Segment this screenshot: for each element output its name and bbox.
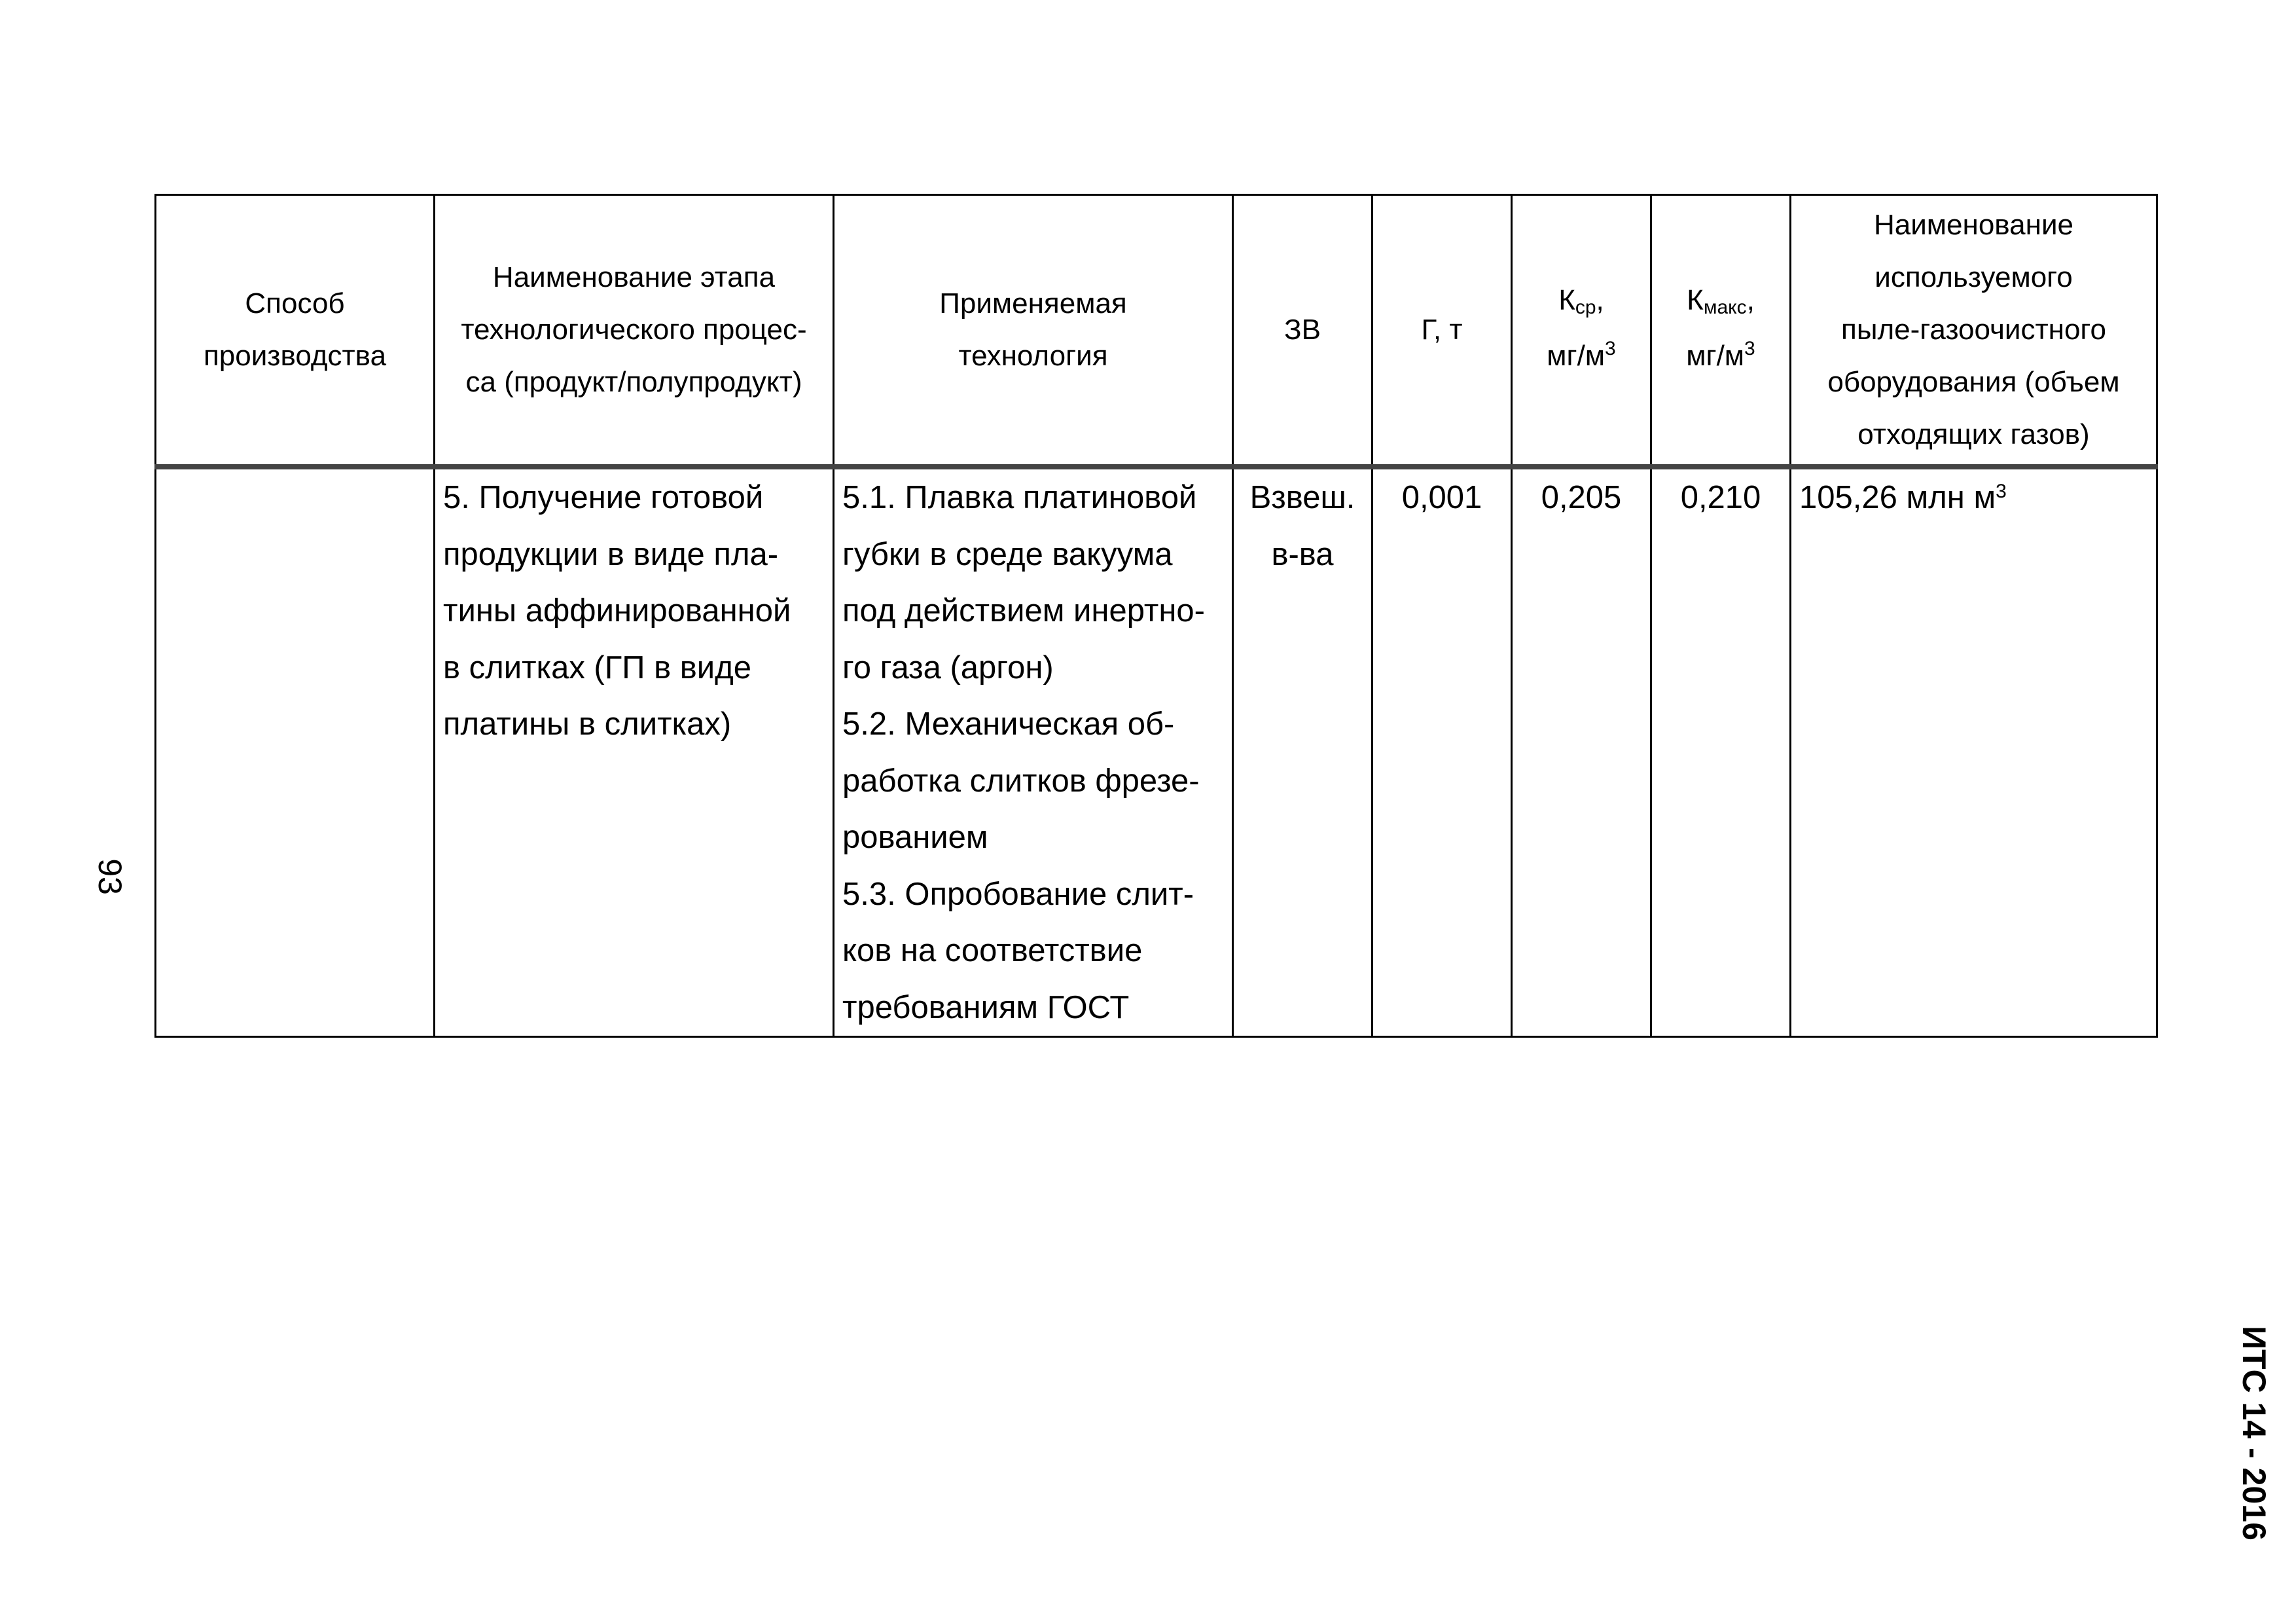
table-header-row <box>156 195 2157 467</box>
document-code: ИТС 14 - 2016 <box>2235 1326 2272 1541</box>
emissions-table <box>154 194 2158 1038</box>
header-production-method: Способ производства <box>156 195 435 467</box>
cell-process-stage: 5. Получение готовой продукции в виде пла- тины аффинированной в слитках (ГП в виде платины в слитках) <box>435 467 834 1037</box>
cell-k-avg: 0,205 <box>1512 467 1651 1037</box>
table-row <box>156 467 2157 1037</box>
header-k-avg: Кср, $мг/м^3$ <box>1512 195 1651 467</box>
cell-production-method <box>156 467 435 1037</box>
header-k-max: Кмакс, $мг/м^3$ <box>1651 195 1791 467</box>
cell-equipment: 105,26 млн $м^3$ <box>1791 467 2157 1037</box>
cell-technology: 5.1. Плавка платиновой губки в среде вакуума под действием инертно- го газа (аргон) 5.2. Механическая об- работка слитков фрезе- рованием 5.3. Опробование слит- ков на соответствие требованиям ГОСТ <box>834 467 1233 1037</box>
cell-pollutant: Взвеш. в-ва <box>1233 467 1372 1037</box>
header-mass: Г, т <box>1372 195 1512 467</box>
header-equipment: Наименование используемого пыле-газоочистного оборудования (объем отходящих газов) <box>1791 195 2157 467</box>
page-number: 93 <box>91 858 128 895</box>
header-pollutant: ЗВ <box>1233 195 1372 467</box>
header-technology: Применяемая технология <box>834 195 1233 467</box>
cell-mass: 0,001 <box>1372 467 1512 1037</box>
cell-k-max: 0,210 <box>1651 467 1791 1037</box>
header-process-stage: Наименование этапа технологического процес- са (продукт/полупродукт) <box>435 195 834 467</box>
